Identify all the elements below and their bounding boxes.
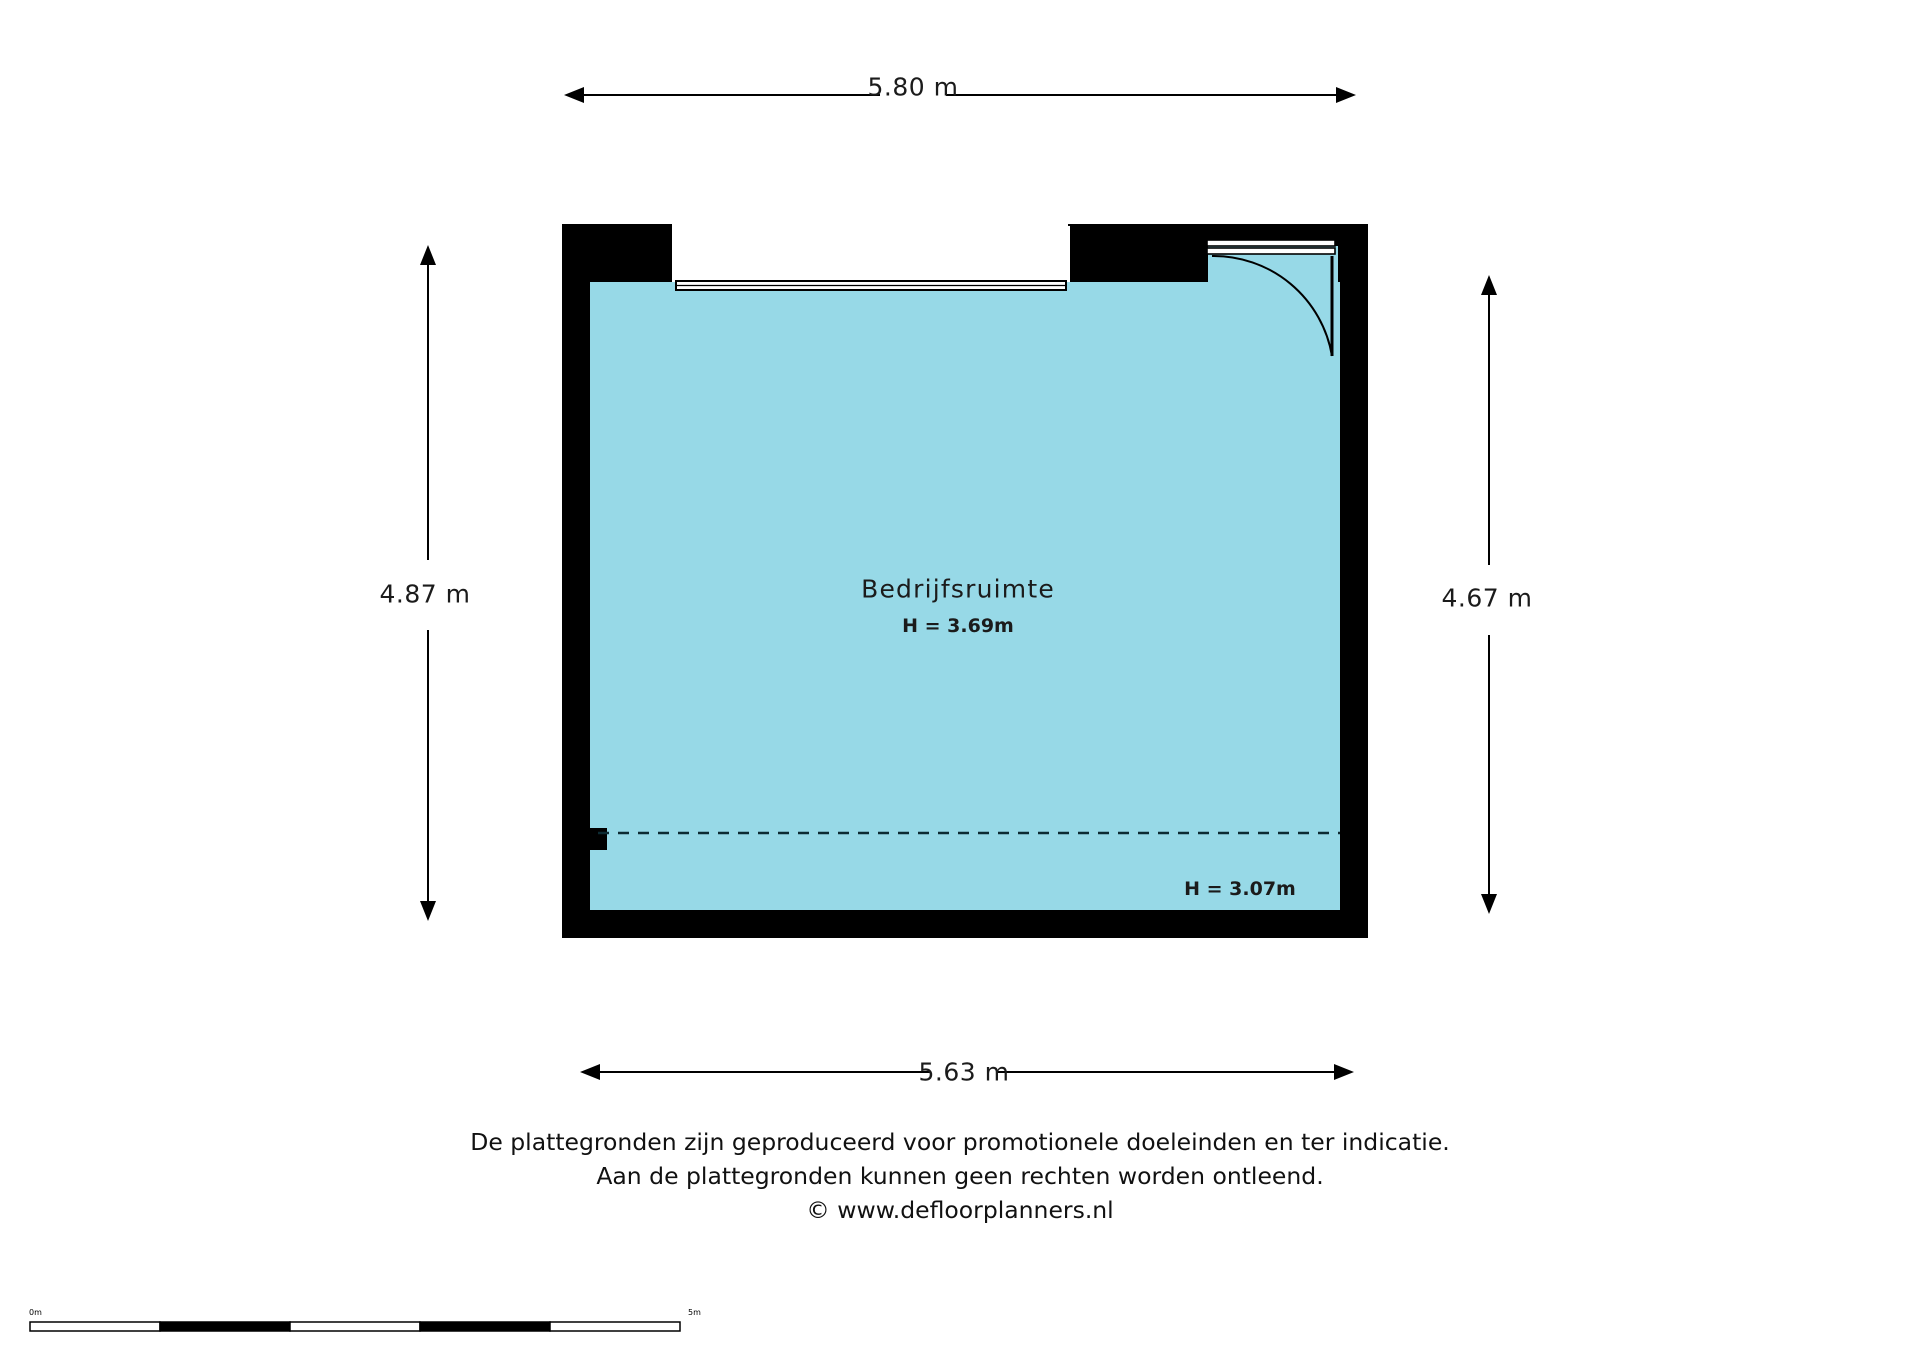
window-opening [672, 226, 1070, 282]
scalebar-start-label: 0m [29, 1308, 42, 1317]
wall-top-right-pier [1338, 224, 1368, 282]
window-top [672, 226, 1070, 290]
room-name-label: Bedrijfsruimte [861, 574, 1055, 604]
dimension-label-right: 4.67 m [1441, 583, 1533, 613]
wall-bottom [562, 910, 1368, 938]
disclaimer-block [0, 1125, 1920, 1227]
scalebar-end-label: 5m [688, 1308, 701, 1317]
wall-tick-left [573, 850, 579, 892]
door-frame-line-1 [1207, 240, 1335, 246]
wall-right [1340, 224, 1368, 938]
door-frame-line-2 [1207, 248, 1335, 254]
room-height-label: H = 3.69m [902, 615, 1014, 637]
scalebar [28, 1308, 701, 1338]
wall-stub-left [585, 828, 607, 850]
dimension-label-left: 4.87 m [379, 579, 471, 609]
disclaimer-line-1: De plattegronden zijn geproduceerd voor promotionele doeleinden en ter indicatie. [470, 1128, 1450, 1156]
wall-top-left-pier [562, 224, 672, 282]
dimension-label-bottom: 5.63 m [918, 1057, 1010, 1087]
room-fill-door-recess [1205, 250, 1325, 355]
secondary-height-label: H = 3.07m [1184, 878, 1296, 900]
disclaimer-line-2: Aan de plattegronden kunnen geen rechten worden ontleend. [596, 1162, 1324, 1190]
dimension-label-top: 5.80 m [867, 72, 959, 102]
disclaimer-line-3: © www.defloorplanners.nl [806, 1196, 1114, 1224]
wall-top-middle-pier [1068, 224, 1208, 282]
